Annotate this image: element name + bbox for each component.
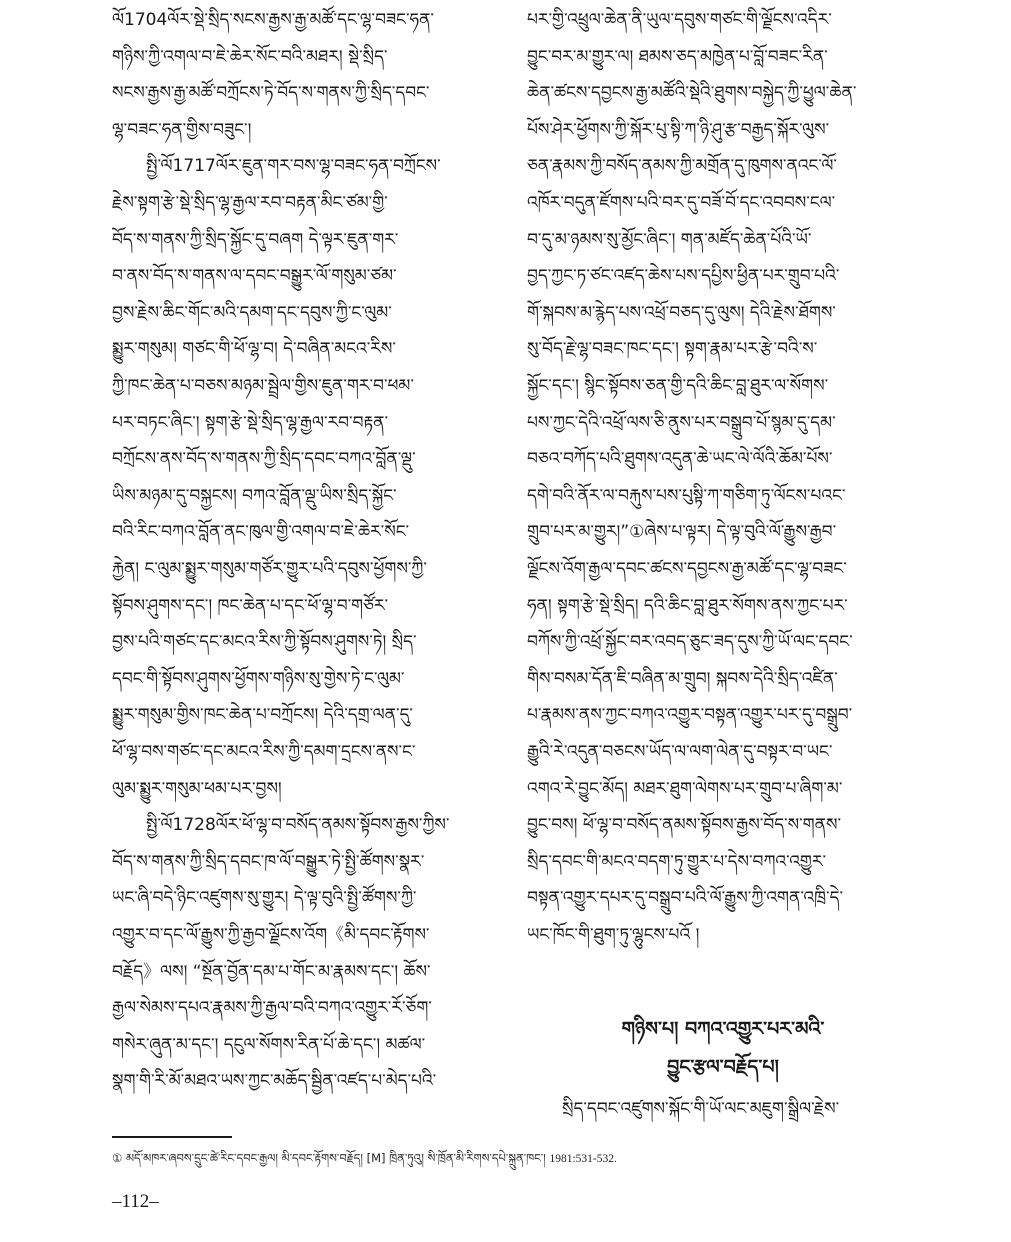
section-heading-line-1: གཉིས་པ། བཀའ་འགྱུར་པར་མའི་ [621, 1018, 825, 1040]
text-line: ཀྱི་ཁང་ཆེན་པ་བཅས་མཉམ་སྦྲེལ་གྱིས་ཇུན་གར་བ་ཕམ་ [112, 376, 414, 396]
text-line: ཅན་རྣམས་ཀྱི་བསོད་ནམས་ཀྱི་མགྲོན་དུ་ཁུགས་ནའང་ལོ་ [527, 156, 837, 177]
footnote-marker: ① [112, 1151, 123, 1165]
text-line: ཕོ་ལྷ་བས་གཙང་དང་མངའ་རིས་ཀྱི་དམག་དྲངས་ནས་ང་ [112, 742, 416, 762]
text-line: ལྗོངས་འོག་རྒྱལ་དབང་ཚངས་དབྱངས་རྒྱ་མཚོ་དང་ལྷ་བཟང་ [527, 559, 847, 579]
text-line: རྐྱེན། ང་ལུམ་སྨྱུར་གསུམ་གཙོར་གྱུར་པའི་དབུས་ཕྱོགས་ཀྱི་ [112, 559, 427, 579]
footnote-pages: 1981:531-532. [549, 1153, 617, 1165]
text-line: རྒྱུའི་རེ་འདུན་བཅངས་ཡོད་ལ་ལག་ལེན་དུ་བསྟར་བ་ཡང་ [527, 742, 833, 762]
text-line: བྱུང་བས། ཕོ་ལྷ་བ་བསོད་ནམས་སྟོབས་རྒྱས་བོད་ས་གནས་ [527, 815, 842, 836]
text-line: བྱད་ཀྱང་ཏ་ཙང་འཛད་ཆེས་པས་དཔྱིས་ཕྱིན་པར་གྲུབ་པའི་ [527, 266, 840, 287]
text-line: གོ་སྐབས་མ་རྙེད་པས་འཕྲོ་བཅད་དུ་ལུས། དེའི་རྗེས་ཐོགས་ [527, 302, 836, 323]
text-line: བཀོས་ཀྱི་འཕྲོ་སྐྱོང་བར་འབད་ཅུང་ཟད་དུས་ཀྱི་ཡོ་ལང་དབང་ [527, 632, 853, 653]
text-line: འཁོར་བདུན་ཛོགས་པའི་བར་དུ་བཟོ་བོ་དང་འབབས་ངལ་ [527, 193, 836, 213]
text-line: ཡང་ཞི་བདེ་ཉིང་འཛུགས་སུ་གྱུར། དེ་ལྟ་བུའི་སྤྱི་ཚོགས་ཀྱི་ [112, 888, 417, 909]
text-line: དགེ་བའི་ནོར་ལ་བརྐུས་པས་པུསྟི་ཀ་གཅིག་ཏུ་ལོངས་པའང་ [527, 485, 846, 506]
text-line: ལོ1704ལོར་སྡེ་སྲིད་སངས་རྒྱས་རྒྱ་མཚོ་དང་ལྷ་བཟང་ཧན་ [112, 10, 434, 30]
text-line: ཆེན་ཚངས་དབྱངས་རྒྱ་མཚོའི་སྡེའི་ཐུགས་བསྐྱེད་ཀྱི་ཕྱུལ་ཆེན་ [527, 83, 857, 104]
text-line: བོད་ས་གནས་ཀྱི་སྲིད་དབང་ཁ་ལོ་བསྒྱུར་ཏེ་སྤྱི་ཚོགས་སྣར་ [112, 851, 425, 872]
text-line: གྲུབ་པར་མ་གྱུར།”①ཞེས་པ་ལྟར། དེ་ལྟ་བུའི་ལོ་རྒྱུས་རྒྱབ་ [527, 522, 837, 543]
section-heading-line-2: བྱུང་རྩལ་བརྗོད་པ། [667, 1056, 779, 1078]
text-line: བ་ནས་བོད་ས་གནས་ལ་དབང་བསྒྱུར་ལོ་གསུམ་ཙམ་ [112, 266, 397, 287]
text-line: བཅའ་བཀོད་པའི་ཐུགས་འདུན་ཆེ་ཡང་ལེ་ལོའི་ཆོམ་པོས་ [527, 449, 833, 470]
text-line: བྱས་རྗེས་ཆིང་གོང་མའི་དམག་དང་དབུས་ཀྱི་ང་ལུམ་ [112, 302, 392, 323]
text-line: སྤྱི་ལོ1717ལོར་ཇུན་གར་བས་ལྷ་བཟང་ཧན་བཀྲོངས་ [146, 156, 441, 177]
paragraph-line-after-heading: སྲིད་དབང་འཛུགས་སྐོང་གི་ཡོ་ལང་མཇུག་སྒྲིལ་རྗེས་ [562, 1099, 840, 1119]
text-line: བརྗོད》ལས། “སྔོན་བྱོན་དམ་པ་གོང་མ་རྣམས་དང་། ཆོས་ [112, 961, 431, 982]
text-line: ལྷ་བཟང་ཧན་གྱིས་བཟུང་། [112, 119, 252, 140]
text-line: སྤྱི་ལོ1728ལོར་ཕོ་ལྷ་བ་བསོད་ནམས་སྟོབས་རྒྱས་ཀྱིས་ [146, 815, 450, 836]
text-line: བའི་རིང་བཀའ་བློན་ནང་ཁུལ་གྱི་འགལ་བ་ཇེ་ཆེར་སོང་ [112, 522, 410, 543]
text-line: བ་དུ་མ་ཉམས་སུ་མྱོང་ཞིང་། གན་མཛོད་ཆེན་པོའི་ཡོ་ [527, 229, 812, 250]
text-line: ཡང་ཁོང་གི་ཐུག་ཏུ་ལྷུངས་པའོ ། [527, 925, 700, 945]
footnote [112, 1150, 617, 1167]
text-line: གསེར་ཞུན་མ་དང་། དངུལ་སོགས་རིན་པོ་ཆེ་དང་། མཚལ་ [112, 1034, 426, 1055]
text-line: རྗེས་སྟག་རྩེ་སྡེ་སྲིད་ལྷ་རྒྱལ་རབ་བརྟན་མིང་ཙམ་གྱི་ [112, 193, 388, 213]
text-line: བྱས་པའི་གཙང་དང་མངའ་རིས་ཀྱི་སྟོབས་ཤུགས་ཏེ། སྲིད་ [112, 632, 417, 653]
text-line: སྲིད་དབང་གི་མངའ་བདག་ཏུ་གྱུར་པ་དེས་བཀའ་འགྱུར་ [527, 851, 827, 872]
text-line: བྱུང་བར་མ་གྱུར་ལ། ཐམས་ཅད་མཁྱེན་པ་བློ་བཟང་རིན་ [527, 46, 828, 67]
text-line: པ་རྣམས་ནས་ཀྱང་བཀའ་འགྱུར་བསྟན་འགྱུར་པར་དུ་བསྒྲུབ་ [527, 705, 853, 726]
text-line: པར་གྱི་འཕྲུལ་ཆེན་ནི་ཡུལ་དབུས་གཙང་གི་ལྗོངས་འདིར་ [527, 10, 832, 30]
text-line: ཡིས་མཉམ་དུ་བསྐྱངས། བཀའ་བློན་ལྡུ་ཡིས་སྲིད་སྐྱོང་ [112, 485, 397, 506]
text-line: གིས་བསམ་དོན་ཇི་བཞིན་མ་གྲུབ། སྐབས་དེའི་སྲིད་འཛིན་ [527, 668, 838, 689]
text-line: གཉིས་ཀྱི་འགལ་བ་ཇེ་ཆེར་སོང་བའི་མཐར། སྡེ་སྲིད་ [112, 46, 388, 67]
footnote-text: མདོ་མཁར་ཞབས་དྲུང་ཚེ་རིང་དབང་རྒྱལ། མི་དབང་རྟོགས་བརྗོད། [M] ཁྲིན་ཏུའུ། སི་ཁྲོན་མི་རིགས་དཔེ་སྐྲུན་ཁང་། [125, 1151, 550, 1165]
text-line: པར་བཏང་ཞིང་། སྟག་རྩེ་སྡེ་སྲིད་ལྷ་རྒྱལ་རབ་བརྟན་ [112, 412, 389, 433]
text-line: སུ་བོད་རྗེ་ལྷ་བཟང་ཁང་དང་། སྟག་རྣམ་པར་རྩེ་བའི་ས་ [527, 339, 818, 360]
text-line: སྨྱུར་གསུམ། གཙང་གི་ཕོ་ལྷ་བ། དེ་བཞིན་མངའ་རིས་ [112, 339, 396, 360]
page-number: –112– [112, 1191, 159, 1212]
text-line: བསྟན་འགྱུར་དཔར་དུ་བསྒྲུབ་པའི་ལོ་རྒྱུས་ཀྱི་འགན་འཁྲི་དེ་ [527, 888, 844, 909]
text-line: པོས་ཤེར་ཕྱོགས་ཀྱི་སྐོར་པུ་སྟི་ཀ་ཉི་ཤུ་རྩ་བརྒྱད་སྐོར་ལུས་ [527, 119, 830, 140]
text-line: སྣག་གི་རི་མོ་མཐའ་ཡས་ཀྱང་མཆོད་སྦྱིན་འཛད་པ་མེད་པའི་ [112, 1071, 437, 1092]
text-line: སྨྱུར་གསུམ་གྱིས་ཁང་ཆེན་པ་བཀྲོངས། དེའི་དགྲ་ལན་དུ་ [112, 705, 413, 726]
text-line: སངས་རྒྱས་རྒྱ་མཚོ་བཀྲོངས་ཏེ་བོད་ས་གནས་ཀྱི་སྲིད་དབང་ [112, 83, 430, 104]
text-line: བོད་ས་གནས་ཀྱི་སྲིད་སྐྱོང་དུ་བཞག དེ་ལྟར་ཇུན་གར་ [112, 229, 399, 250]
text-line: ལུམ་སྨྱུར་གསུམ་ཕམ་པར་བྱས། [112, 778, 282, 799]
footnote-divider [112, 1136, 232, 1138]
text-line: བཀྲོངས་ནས་བོད་ས་གནས་ཀྱི་སྲིད་དབང་བཀའ་བློན་ལྡུ་ [112, 449, 416, 470]
text-line: འགྱུར་བ་དང་ལོ་རྒྱུས་ཀྱི་རྒྱབ་ལྗོངས་འོག《མི་དབང་རྟོགས་ [112, 925, 430, 945]
text-line: པས་ཀྱང་དེའི་འཕྲོ་ལས་ཅི་ནུས་པར་བསྒྲུབ་པོ་སྙམ་དུ་དམ་ [527, 412, 836, 433]
text-line: ཧན། སྟག་རྩེ་སྡེ་སྲིད། དའི་ཆིང་བླ་ཐུར་སོགས་ནས་ཀྱང་པར་ [527, 595, 848, 616]
text-line: འགའ་རེ་བྱུང་མོད། མཐར་ཐུག་ལེགས་པར་གྲུབ་པ་ཞིག་མ་ [527, 778, 843, 799]
text-line: དབང་གི་སྟོབས་ཤུགས་ཕྱོགས་གཉིས་སུ་གྱེས་ཏེ་ང་ལུམ་ [112, 668, 405, 689]
text-line: སྟོབས་ཤུགས་དང་། ཁང་ཆེན་པ་དང་ཕོ་ལྷ་བ་གཙོར་ [112, 595, 389, 616]
text-line: རྒྱལ་སེམས་དཔའ་རྣམས་ཀྱི་རྒྱལ་བའི་བཀའ་འགྱུར་རོ་ཅོག་ [112, 998, 432, 1019]
text-line: སྐྱོང་དང་། སྙིང་སྟོབས་ཅན་གྱི་དའི་ཆིང་བླ་ཐུར་ལ་སོགས་ [527, 376, 829, 396]
